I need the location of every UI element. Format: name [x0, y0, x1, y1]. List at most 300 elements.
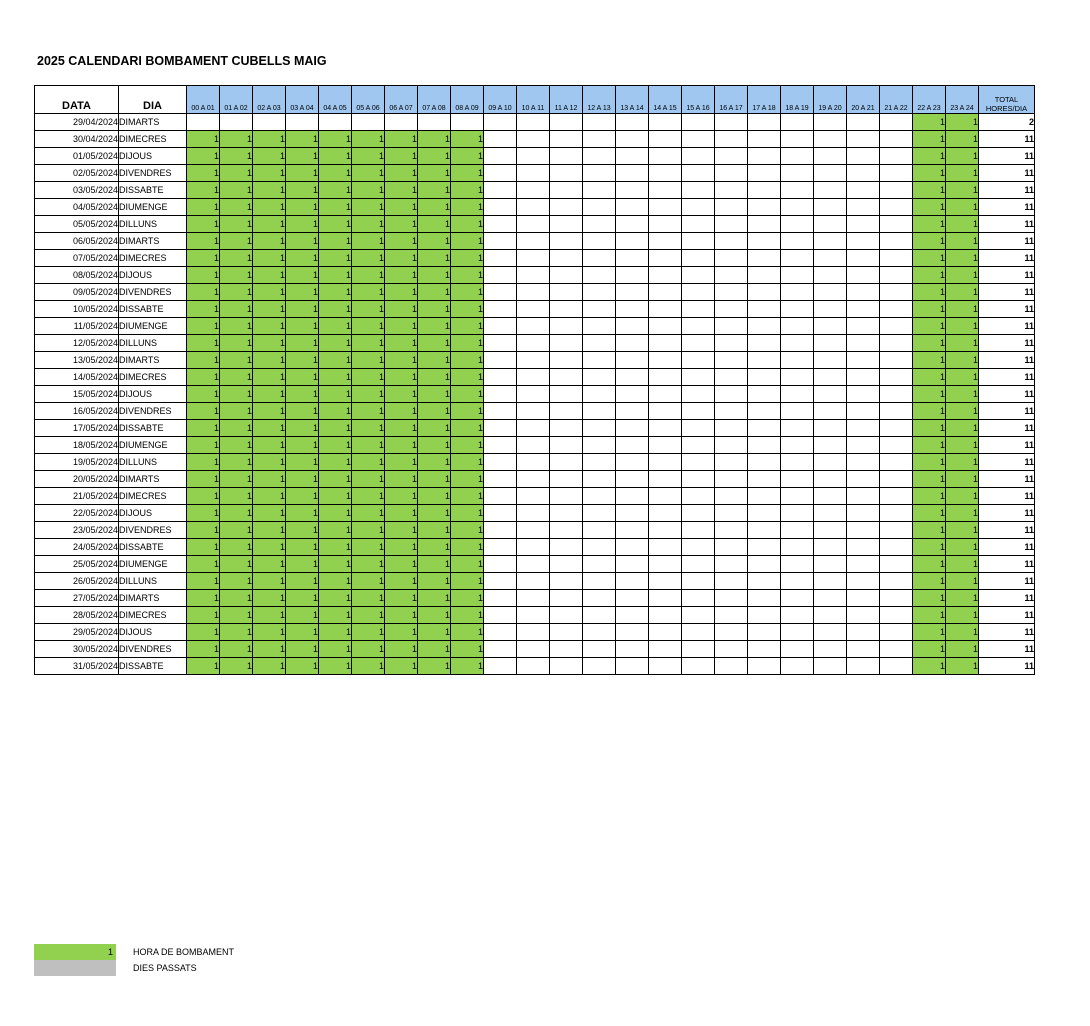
hour-cell[interactable]: 1: [418, 437, 451, 454]
hour-cell[interactable]: 1: [220, 403, 253, 420]
total-cell[interactable]: 2: [979, 114, 1035, 131]
hour-cell[interactable]: 1: [220, 658, 253, 675]
hour-cell[interactable]: [649, 114, 682, 131]
hour-cell[interactable]: [847, 148, 880, 165]
hour-cell[interactable]: 1: [451, 284, 484, 301]
hour-cell[interactable]: [649, 471, 682, 488]
hour-cell[interactable]: 1: [451, 403, 484, 420]
hour-cell[interactable]: 1: [451, 539, 484, 556]
hour-cell[interactable]: [649, 131, 682, 148]
hour-cell[interactable]: [550, 420, 583, 437]
hour-cell[interactable]: 1: [352, 539, 385, 556]
hour-cell[interactable]: 1: [913, 335, 946, 352]
hour-cell[interactable]: [682, 114, 715, 131]
hour-cell[interactable]: [781, 624, 814, 641]
hour-cell[interactable]: 1: [220, 233, 253, 250]
hour-cell[interactable]: [781, 403, 814, 420]
total-cell[interactable]: 11: [979, 488, 1035, 505]
day-cell[interactable]: DIUMENGE: [119, 199, 187, 216]
hour-cell[interactable]: 1: [253, 539, 286, 556]
hour-cell[interactable]: [517, 522, 550, 539]
hour-cell[interactable]: [583, 454, 616, 471]
hour-cell[interactable]: [517, 216, 550, 233]
hour-cell[interactable]: [715, 590, 748, 607]
hour-cell[interactable]: 1: [253, 573, 286, 590]
hour-cell[interactable]: 1: [253, 199, 286, 216]
hour-cell[interactable]: [748, 318, 781, 335]
hour-cell[interactable]: 1: [220, 352, 253, 369]
hour-cell[interactable]: 1: [451, 386, 484, 403]
hour-cell[interactable]: 1: [418, 386, 451, 403]
hour-cell[interactable]: [847, 165, 880, 182]
hour-cell[interactable]: 1: [286, 437, 319, 454]
hour-cell[interactable]: [814, 658, 847, 675]
hour-cell[interactable]: [616, 539, 649, 556]
hour-cell[interactable]: [682, 233, 715, 250]
hour-cell[interactable]: 1: [946, 267, 979, 284]
hour-cell[interactable]: [715, 624, 748, 641]
hour-cell[interactable]: 1: [385, 165, 418, 182]
total-cell[interactable]: 11: [979, 250, 1035, 267]
hour-cell[interactable]: [616, 556, 649, 573]
hour-cell[interactable]: 1: [319, 403, 352, 420]
hour-cell[interactable]: 1: [286, 522, 319, 539]
hour-cell[interactable]: [583, 488, 616, 505]
hour-cell[interactable]: 1: [946, 624, 979, 641]
day-cell[interactable]: DIJOUS: [119, 148, 187, 165]
hour-cell[interactable]: [583, 335, 616, 352]
hour-cell[interactable]: [781, 488, 814, 505]
hour-cell[interactable]: [847, 437, 880, 454]
day-cell[interactable]: DILLUNS: [119, 573, 187, 590]
hour-cell[interactable]: 1: [418, 522, 451, 539]
hour-cell[interactable]: [616, 488, 649, 505]
hour-cell[interactable]: 1: [385, 386, 418, 403]
hour-cell[interactable]: [781, 522, 814, 539]
hour-cell[interactable]: [880, 148, 913, 165]
hour-cell[interactable]: 1: [913, 522, 946, 539]
hour-cell[interactable]: 1: [253, 556, 286, 573]
hour-cell[interactable]: [682, 267, 715, 284]
hour-cell[interactable]: [484, 369, 517, 386]
hour-cell[interactable]: [814, 335, 847, 352]
hour-cell[interactable]: 1: [319, 454, 352, 471]
total-cell[interactable]: 11: [979, 624, 1035, 641]
hour-cell[interactable]: [484, 556, 517, 573]
hour-cell[interactable]: [682, 199, 715, 216]
hour-cell[interactable]: 1: [946, 301, 979, 318]
hour-cell[interactable]: 1: [418, 318, 451, 335]
hour-cell[interactable]: [286, 114, 319, 131]
hour-cell[interactable]: [616, 182, 649, 199]
hour-cell[interactable]: [847, 641, 880, 658]
hour-cell[interactable]: 1: [946, 369, 979, 386]
hour-cell[interactable]: [517, 165, 550, 182]
hour-cell[interactable]: 1: [352, 488, 385, 505]
hour-cell[interactable]: 1: [913, 369, 946, 386]
hour-cell[interactable]: [583, 420, 616, 437]
hour-cell[interactable]: [715, 556, 748, 573]
hour-cell[interactable]: 1: [286, 624, 319, 641]
hour-cell[interactable]: 1: [319, 233, 352, 250]
hour-cell[interactable]: [682, 522, 715, 539]
hour-cell[interactable]: [715, 403, 748, 420]
hour-cell[interactable]: [814, 624, 847, 641]
hour-cell[interactable]: 1: [913, 199, 946, 216]
hour-cell[interactable]: 1: [946, 522, 979, 539]
hour-cell[interactable]: [781, 267, 814, 284]
hour-cell[interactable]: 1: [352, 301, 385, 318]
hour-cell[interactable]: [781, 165, 814, 182]
hour-cell[interactable]: [616, 284, 649, 301]
hour-cell[interactable]: [649, 199, 682, 216]
hour-cell[interactable]: 1: [187, 148, 220, 165]
hour-cell[interactable]: 1: [352, 267, 385, 284]
hour-cell[interactable]: [781, 505, 814, 522]
day-cell[interactable]: DILLUNS: [119, 454, 187, 471]
hour-cell[interactable]: [550, 471, 583, 488]
hour-cell[interactable]: [748, 488, 781, 505]
day-cell[interactable]: DIMARTS: [119, 114, 187, 131]
hour-cell[interactable]: 1: [451, 522, 484, 539]
total-cell[interactable]: 11: [979, 335, 1035, 352]
hour-cell[interactable]: 1: [220, 386, 253, 403]
hour-cell[interactable]: 1: [913, 658, 946, 675]
hour-cell[interactable]: [517, 250, 550, 267]
hour-cell[interactable]: 1: [319, 420, 352, 437]
hour-cell[interactable]: 1: [946, 403, 979, 420]
hour-cell[interactable]: [649, 301, 682, 318]
hour-cell[interactable]: [484, 539, 517, 556]
hour-cell[interactable]: 1: [385, 488, 418, 505]
hour-cell[interactable]: 1: [418, 335, 451, 352]
hour-cell[interactable]: 1: [220, 573, 253, 590]
total-cell[interactable]: 11: [979, 607, 1035, 624]
hour-cell[interactable]: [550, 267, 583, 284]
total-cell[interactable]: 11: [979, 199, 1035, 216]
date-cell[interactable]: 29/04/2024: [35, 114, 119, 131]
hour-cell[interactable]: 1: [319, 590, 352, 607]
hour-cell[interactable]: [517, 454, 550, 471]
hour-cell[interactable]: [748, 386, 781, 403]
total-cell[interactable]: 11: [979, 505, 1035, 522]
hour-cell[interactable]: 1: [286, 267, 319, 284]
hour-cell[interactable]: 1: [253, 284, 286, 301]
hour-cell[interactable]: 1: [418, 233, 451, 250]
hour-cell[interactable]: 1: [946, 437, 979, 454]
hour-cell[interactable]: [682, 607, 715, 624]
date-cell[interactable]: 23/05/2024: [35, 522, 119, 539]
hour-cell[interactable]: [847, 505, 880, 522]
hour-cell[interactable]: 1: [286, 505, 319, 522]
hour-cell[interactable]: [715, 301, 748, 318]
hour-cell[interactable]: 1: [418, 301, 451, 318]
hour-cell[interactable]: [781, 335, 814, 352]
hour-cell[interactable]: [781, 352, 814, 369]
hour-cell[interactable]: 1: [319, 199, 352, 216]
hour-cell[interactable]: 1: [418, 199, 451, 216]
hour-cell[interactable]: 1: [385, 624, 418, 641]
hour-cell[interactable]: [484, 131, 517, 148]
hour-cell[interactable]: [880, 386, 913, 403]
hour-cell[interactable]: 1: [286, 199, 319, 216]
hour-cell[interactable]: 1: [385, 437, 418, 454]
total-cell[interactable]: 11: [979, 403, 1035, 420]
hour-cell[interactable]: 1: [319, 318, 352, 335]
hour-cell[interactable]: [649, 539, 682, 556]
hour-cell[interactable]: [517, 131, 550, 148]
hour-cell[interactable]: 1: [253, 454, 286, 471]
hour-cell[interactable]: 1: [418, 148, 451, 165]
hour-cell[interactable]: 1: [220, 437, 253, 454]
hour-cell[interactable]: [616, 624, 649, 641]
hour-cell[interactable]: [682, 403, 715, 420]
hour-cell[interactable]: [880, 182, 913, 199]
hour-cell[interactable]: [616, 522, 649, 539]
hour-cell[interactable]: [616, 369, 649, 386]
hour-cell[interactable]: 1: [319, 216, 352, 233]
hour-cell[interactable]: 1: [418, 607, 451, 624]
hour-cell[interactable]: [517, 573, 550, 590]
hour-cell[interactable]: [715, 437, 748, 454]
hour-cell[interactable]: [517, 539, 550, 556]
total-cell[interactable]: 11: [979, 369, 1035, 386]
hour-cell[interactable]: 1: [418, 284, 451, 301]
hour-cell[interactable]: [814, 318, 847, 335]
hour-cell[interactable]: [583, 318, 616, 335]
day-cell[interactable]: DIVENDRES: [119, 403, 187, 420]
hour-cell[interactable]: 1: [220, 318, 253, 335]
hour-cell[interactable]: [517, 658, 550, 675]
total-cell[interactable]: 11: [979, 658, 1035, 675]
hour-cell[interactable]: [880, 131, 913, 148]
hour-cell[interactable]: [880, 505, 913, 522]
hour-cell[interactable]: 1: [319, 250, 352, 267]
hour-cell[interactable]: [616, 658, 649, 675]
hour-cell[interactable]: [682, 216, 715, 233]
hour-cell[interactable]: [715, 369, 748, 386]
hour-cell[interactable]: 1: [187, 233, 220, 250]
hour-cell[interactable]: [385, 114, 418, 131]
hour-cell[interactable]: 1: [286, 573, 319, 590]
hour-cell[interactable]: [715, 658, 748, 675]
hour-cell[interactable]: [781, 607, 814, 624]
hour-cell[interactable]: [649, 590, 682, 607]
hour-cell[interactable]: 1: [187, 539, 220, 556]
hour-cell[interactable]: [715, 505, 748, 522]
hour-cell[interactable]: 1: [913, 505, 946, 522]
hour-cell[interactable]: [880, 301, 913, 318]
hour-cell[interactable]: 1: [418, 454, 451, 471]
hour-cell[interactable]: [748, 420, 781, 437]
hour-cell[interactable]: 1: [451, 216, 484, 233]
hour-cell[interactable]: [748, 624, 781, 641]
hour-cell[interactable]: [847, 590, 880, 607]
hour-cell[interactable]: [484, 284, 517, 301]
hour-cell[interactable]: [616, 114, 649, 131]
hour-cell[interactable]: [748, 590, 781, 607]
hour-cell[interactable]: [880, 590, 913, 607]
day-cell[interactable]: DILLUNS: [119, 216, 187, 233]
hour-cell[interactable]: [847, 607, 880, 624]
hour-cell[interactable]: 1: [319, 165, 352, 182]
hour-cell[interactable]: [715, 165, 748, 182]
hour-cell[interactable]: 1: [286, 454, 319, 471]
hour-cell[interactable]: 1: [286, 369, 319, 386]
hour-cell[interactable]: [550, 539, 583, 556]
hour-cell[interactable]: [847, 335, 880, 352]
hour-cell[interactable]: [583, 403, 616, 420]
hour-cell[interactable]: 1: [418, 250, 451, 267]
hour-cell[interactable]: 1: [220, 454, 253, 471]
hour-cell[interactable]: [484, 165, 517, 182]
hour-cell[interactable]: 1: [253, 165, 286, 182]
hour-cell[interactable]: 1: [319, 641, 352, 658]
hour-cell[interactable]: 1: [286, 539, 319, 556]
hour-cell[interactable]: [484, 522, 517, 539]
hour-cell[interactable]: 1: [913, 182, 946, 199]
hour-cell[interactable]: 1: [451, 182, 484, 199]
date-cell[interactable]: 19/05/2024: [35, 454, 119, 471]
hour-cell[interactable]: 1: [220, 488, 253, 505]
hour-cell[interactable]: [550, 641, 583, 658]
hour-cell[interactable]: 1: [913, 352, 946, 369]
hour-cell[interactable]: 1: [220, 250, 253, 267]
hour-cell[interactable]: [616, 607, 649, 624]
hour-cell[interactable]: 1: [253, 386, 286, 403]
hour-cell[interactable]: [517, 641, 550, 658]
hour-cell[interactable]: [616, 165, 649, 182]
hour-cell[interactable]: [847, 403, 880, 420]
hour-cell[interactable]: 1: [385, 573, 418, 590]
hour-cell[interactable]: [715, 641, 748, 658]
day-cell[interactable]: DIJOUS: [119, 267, 187, 284]
date-cell[interactable]: 22/05/2024: [35, 505, 119, 522]
hour-cell[interactable]: [550, 590, 583, 607]
hour-cell[interactable]: [682, 658, 715, 675]
date-cell[interactable]: 30/04/2024: [35, 131, 119, 148]
hour-cell[interactable]: [781, 573, 814, 590]
hour-cell[interactable]: 1: [352, 199, 385, 216]
hour-cell[interactable]: [847, 284, 880, 301]
hour-cell[interactable]: 1: [319, 369, 352, 386]
total-cell[interactable]: 11: [979, 301, 1035, 318]
hour-cell[interactable]: 1: [319, 539, 352, 556]
hour-cell[interactable]: [814, 182, 847, 199]
hour-cell[interactable]: 1: [286, 352, 319, 369]
hour-cell[interactable]: [814, 114, 847, 131]
hour-cell[interactable]: 1: [418, 471, 451, 488]
hour-cell[interactable]: [484, 471, 517, 488]
hour-cell[interactable]: [781, 471, 814, 488]
hour-cell[interactable]: [814, 386, 847, 403]
hour-cell[interactable]: 1: [286, 403, 319, 420]
hour-cell[interactable]: 1: [286, 556, 319, 573]
hour-cell[interactable]: 1: [946, 233, 979, 250]
hour-cell[interactable]: [484, 505, 517, 522]
hour-cell[interactable]: 1: [220, 301, 253, 318]
hour-cell[interactable]: [814, 420, 847, 437]
day-cell[interactable]: DISSABTE: [119, 182, 187, 199]
hour-cell[interactable]: 1: [913, 607, 946, 624]
hour-cell[interactable]: 1: [451, 199, 484, 216]
hour-cell[interactable]: [847, 318, 880, 335]
day-cell[interactable]: DIMECRES: [119, 131, 187, 148]
hour-cell[interactable]: [814, 607, 847, 624]
hour-cell[interactable]: [583, 522, 616, 539]
total-cell[interactable]: 11: [979, 590, 1035, 607]
hour-cell[interactable]: [550, 522, 583, 539]
hour-cell[interactable]: 1: [319, 607, 352, 624]
hour-cell[interactable]: 1: [286, 216, 319, 233]
hour-cell[interactable]: [616, 318, 649, 335]
hour-cell[interactable]: 1: [385, 607, 418, 624]
hour-cell[interactable]: 1: [451, 301, 484, 318]
hour-cell[interactable]: 1: [385, 556, 418, 573]
day-cell[interactable]: DILLUNS: [119, 335, 187, 352]
hour-cell[interactable]: 1: [946, 284, 979, 301]
hour-cell[interactable]: 1: [319, 488, 352, 505]
hour-cell[interactable]: [583, 539, 616, 556]
total-cell[interactable]: 11: [979, 182, 1035, 199]
hour-cell[interactable]: [880, 454, 913, 471]
date-cell[interactable]: 13/05/2024: [35, 352, 119, 369]
hour-cell[interactable]: 1: [946, 352, 979, 369]
hour-cell[interactable]: 1: [286, 471, 319, 488]
date-cell[interactable]: 04/05/2024: [35, 199, 119, 216]
hour-cell[interactable]: [748, 403, 781, 420]
hour-cell[interactable]: [682, 352, 715, 369]
hour-cell[interactable]: 1: [187, 658, 220, 675]
hour-cell[interactable]: [583, 182, 616, 199]
hour-cell[interactable]: 1: [451, 505, 484, 522]
hour-cell[interactable]: [550, 335, 583, 352]
day-cell[interactable]: DISSABTE: [119, 301, 187, 318]
hour-cell[interactable]: 1: [319, 556, 352, 573]
hour-cell[interactable]: 1: [286, 148, 319, 165]
hour-cell[interactable]: 1: [946, 114, 979, 131]
hour-cell[interactable]: 1: [418, 182, 451, 199]
hour-cell[interactable]: 1: [913, 148, 946, 165]
day-cell[interactable]: DIJOUS: [119, 624, 187, 641]
hour-cell[interactable]: 1: [385, 641, 418, 658]
hour-cell[interactable]: [847, 658, 880, 675]
date-cell[interactable]: 25/05/2024: [35, 556, 119, 573]
hour-cell[interactable]: 1: [319, 471, 352, 488]
hour-cell[interactable]: 1: [187, 301, 220, 318]
hour-cell[interactable]: [814, 641, 847, 658]
hour-cell[interactable]: 1: [352, 250, 385, 267]
hour-cell[interactable]: [880, 641, 913, 658]
hour-cell[interactable]: [781, 641, 814, 658]
hour-cell[interactable]: [814, 284, 847, 301]
hour-cell[interactable]: [517, 369, 550, 386]
hour-cell[interactable]: [880, 658, 913, 675]
hour-cell[interactable]: [550, 148, 583, 165]
hour-cell[interactable]: 1: [451, 641, 484, 658]
hour-cell[interactable]: 1: [451, 573, 484, 590]
hour-cell[interactable]: [880, 335, 913, 352]
hour-cell[interactable]: [715, 471, 748, 488]
date-cell[interactable]: 05/05/2024: [35, 216, 119, 233]
hour-cell[interactable]: 1: [385, 522, 418, 539]
hour-cell[interactable]: [649, 267, 682, 284]
hour-cell[interactable]: 1: [286, 386, 319, 403]
hour-cell[interactable]: 1: [946, 539, 979, 556]
hour-cell[interactable]: 1: [220, 556, 253, 573]
hour-cell[interactable]: [880, 488, 913, 505]
hour-cell[interactable]: 1: [451, 318, 484, 335]
